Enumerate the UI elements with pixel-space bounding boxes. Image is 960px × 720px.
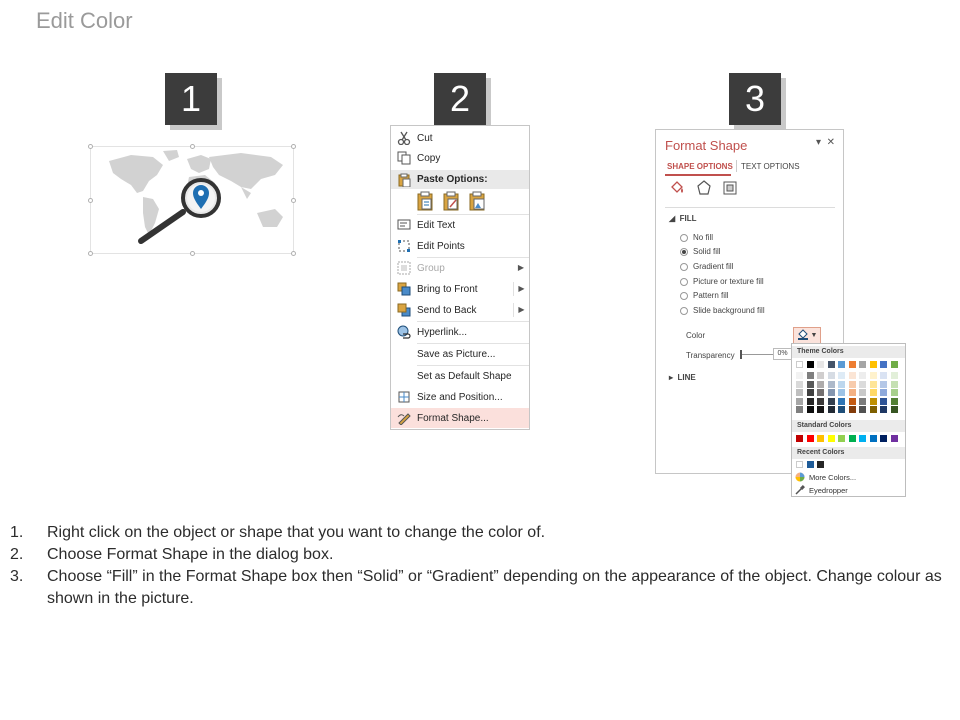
color-swatch[interactable] (859, 372, 866, 379)
radio-picture-texture-fill[interactable] (680, 277, 764, 286)
color-swatch[interactable] (880, 372, 887, 379)
menu-item-label: Format Shape... (417, 412, 489, 424)
pane-title: Format Shape (665, 138, 748, 153)
color-swatch[interactable] (880, 398, 887, 405)
close-icon[interactable]: ✕ (826, 137, 835, 148)
color-swatch[interactable] (807, 372, 814, 379)
color-swatch[interactable] (796, 461, 803, 468)
menu-item-label: Edit Text (417, 219, 456, 231)
effects-icon[interactable] (696, 180, 712, 201)
collapse-triangle-icon: ◢ (669, 214, 676, 223)
color-swatch[interactable] (891, 406, 898, 413)
standard-colors-header: Standard Colors (792, 420, 905, 432)
send-to-back-icon (391, 303, 417, 317)
line-section-header[interactable] (669, 373, 696, 382)
paint-bucket-icon (797, 327, 809, 345)
color-swatch[interactable] (807, 389, 814, 396)
color-swatch[interactable] (880, 361, 887, 368)
menu-item-label: Save as Picture... (417, 348, 496, 360)
color-swatch[interactable] (807, 398, 814, 405)
color-swatch[interactable] (870, 381, 877, 388)
color-swatch[interactable] (807, 435, 814, 442)
color-swatch[interactable] (870, 398, 877, 405)
color-swatch[interactable] (849, 389, 856, 396)
pane-options-chevron-icon[interactable]: ▾ (816, 137, 822, 148)
radio-pattern-fill[interactable] (680, 291, 729, 300)
slide-title: Edit Color (36, 8, 133, 33)
radio-label: Solid fill (693, 247, 721, 256)
radio-label: Gradient fill (693, 262, 734, 271)
color-swatch[interactable] (817, 361, 824, 368)
color-swatch[interactable] (880, 389, 887, 396)
magnifier-icon (91, 147, 295, 255)
instruction-text: Choose “Fill” in the Format Shape box then “Solid” or “Gradient” depending on the appearance of the object. Change colour as shown in the picture. (47, 568, 942, 607)
menu-item-label: Edit Points (417, 240, 465, 252)
menu-item-label: Set as Default Shape (417, 370, 512, 382)
bring-to-front-icon (391, 282, 417, 296)
step-badge-1: 1 (165, 73, 217, 125)
fill-color-button[interactable] (793, 327, 821, 344)
color-swatch[interactable] (828, 361, 835, 368)
color-swatch[interactable] (859, 361, 866, 368)
menu-item-copy[interactable] (391, 148, 529, 168)
color-swatch[interactable] (859, 381, 866, 388)
color-swatch[interactable] (796, 435, 803, 442)
fill-section-label: FILL (679, 214, 697, 223)
instruction-item (10, 566, 950, 610)
submenu-arrow-icon[interactable]: ▶ (513, 303, 529, 317)
color-swatch[interactable] (849, 398, 856, 405)
instruction-text: Choose Format Shape in the dialog box. (47, 546, 334, 563)
menu-item-label: Bring to Front (417, 283, 478, 295)
instruction-number: 3. (10, 568, 24, 585)
color-swatch[interactable] (828, 389, 835, 396)
menu-item-group[interactable] (391, 258, 529, 278)
instruction-number: 2. (10, 546, 24, 563)
recent-colors-header: Recent Colors (792, 447, 905, 459)
color-swatch[interactable] (859, 435, 866, 442)
instruction-text: Right click on the object or shape that you want to change the color of. (47, 524, 546, 541)
color-swatch[interactable] (891, 361, 898, 368)
color-swatch[interactable] (828, 398, 835, 405)
tab-text-options[interactable]: TEXT OPTIONS (741, 162, 800, 171)
group-icon (391, 261, 417, 275)
transparency-slider-track[interactable] (740, 354, 773, 355)
paste-options-label: Paste Options: (417, 174, 488, 185)
color-swatch[interactable] (807, 361, 814, 368)
paste-picture-icon[interactable] (469, 191, 487, 214)
expand-triangle-icon: ▸ (669, 373, 674, 382)
menu-item-label: Send to Back (417, 304, 477, 316)
hyperlink-icon (391, 325, 417, 339)
paste-buttons (417, 191, 487, 214)
color-swatch[interactable] (796, 398, 803, 405)
theme-colors-header: Theme Colors (792, 346, 905, 358)
color-swatch[interactable] (870, 406, 877, 413)
submenu-arrow-icon[interactable]: ▶ (513, 282, 529, 296)
color-swatch[interactable] (880, 406, 887, 413)
color-swatch[interactable] (828, 372, 835, 379)
eyedropper-icon (795, 485, 805, 495)
paste-keep-formatting-icon[interactable] (417, 191, 435, 214)
color-swatch[interactable] (796, 361, 803, 368)
radio-solid-fill[interactable] (680, 247, 721, 256)
color-swatch[interactable] (817, 398, 824, 405)
menu-item-save-as-picture[interactable] (391, 344, 529, 364)
color-swatch[interactable] (817, 435, 824, 442)
menu-item-label: Group (417, 262, 445, 274)
step-badge-3: 3 (729, 73, 781, 125)
color-swatch[interactable] (838, 372, 845, 379)
line-section-label: LINE (677, 373, 696, 382)
eyedropper-button[interactable] (795, 485, 848, 495)
fill-section-header[interactable] (669, 214, 697, 223)
color-swatch[interactable] (870, 389, 877, 396)
step-badge-2: 2 (434, 73, 486, 125)
color-swatch[interactable] (838, 381, 845, 388)
transparency-input[interactable]: 0% (773, 348, 792, 360)
color-swatch[interactable] (807, 381, 814, 388)
color-swatch[interactable] (849, 435, 856, 442)
radio-no-fill[interactable] (680, 233, 713, 242)
edit-points-icon (391, 239, 417, 253)
menu-item-bring-to-front[interactable] (391, 279, 529, 299)
context-menu (390, 125, 530, 430)
size-position-icon (391, 390, 417, 404)
color-swatch[interactable] (870, 361, 877, 368)
color-swatch[interactable] (796, 389, 803, 396)
color-swatch[interactable] (891, 398, 898, 405)
transparency-slider-thumb[interactable] (740, 350, 742, 359)
color-swatch[interactable] (817, 461, 824, 468)
menu-item-label: Copy (417, 152, 441, 164)
color-swatch[interactable] (880, 381, 887, 388)
menu-item-size-position[interactable] (391, 387, 529, 407)
radio-label: No fill (693, 233, 714, 242)
color-swatch[interactable] (849, 372, 856, 379)
radio-label: Pattern fill (693, 291, 729, 300)
instruction-item (10, 544, 950, 566)
tab-shape-options[interactable]: SHAPE OPTIONS (667, 162, 733, 171)
menu-item-send-to-back[interactable] (391, 300, 529, 320)
radio-label: Slide background fill (693, 306, 765, 315)
color-swatch[interactable] (807, 406, 814, 413)
menu-item-cut[interactable] (391, 128, 529, 148)
color-swatch[interactable] (838, 406, 845, 413)
color-swatch[interactable] (828, 406, 835, 413)
eyedropper-label: Eyedropper (809, 485, 848, 495)
color-label: Color (686, 331, 706, 340)
radio-slide-background-fill[interactable] (680, 306, 765, 315)
color-swatch[interactable] (891, 389, 898, 396)
selected-map-shape[interactable] (90, 146, 294, 254)
radio-label: Picture or texture fill (693, 277, 764, 286)
color-swatch[interactable] (891, 372, 898, 379)
color-swatch[interactable] (849, 381, 856, 388)
menu-item-format-shape[interactable] (391, 408, 529, 428)
color-swatch[interactable] (817, 381, 824, 388)
color-swatch[interactable] (891, 381, 898, 388)
color-swatch[interactable] (838, 398, 845, 405)
color-swatch[interactable] (859, 389, 866, 396)
menu-item-label: Size and Position... (417, 391, 503, 403)
instruction-number: 1. (10, 524, 24, 541)
copy-icon (391, 151, 417, 165)
fill-line-icon[interactable] (669, 180, 685, 201)
color-swatch[interactable] (828, 381, 835, 388)
color-wheel-icon (795, 472, 805, 482)
color-swatch[interactable] (828, 435, 835, 442)
more-colors-label: More Colors... (809, 472, 857, 482)
submenu-arrow-icon: ▶ (517, 263, 525, 272)
instructions-list (10, 522, 950, 610)
color-swatch[interactable] (796, 372, 803, 379)
menu-item-edit-points[interactable] (391, 236, 529, 256)
menu-item-hyperlink[interactable] (391, 322, 529, 342)
color-swatch[interactable] (870, 372, 877, 379)
color-swatch[interactable] (796, 406, 803, 413)
color-swatch[interactable] (817, 406, 824, 413)
paste-options-header (391, 170, 529, 189)
paste-destination-theme-icon[interactable] (443, 191, 461, 214)
menu-item-set-default-shape[interactable] (391, 366, 529, 386)
color-swatch[interactable] (891, 435, 898, 442)
color-swatch[interactable] (859, 398, 866, 405)
color-swatch[interactable] (817, 389, 824, 396)
color-swatch[interactable] (796, 381, 803, 388)
color-swatch[interactable] (817, 372, 824, 379)
menu-item-label: Hyperlink... (417, 326, 468, 338)
color-swatch[interactable] (849, 361, 856, 368)
edit-text-icon (391, 218, 417, 232)
scissors-icon (391, 131, 417, 145)
instruction-item (10, 522, 950, 544)
format-shape-icon (391, 411, 417, 425)
color-swatch[interactable] (859, 406, 866, 413)
menu-item-label: Cut (417, 132, 433, 144)
menu-item-edit-text[interactable] (391, 215, 529, 235)
color-swatch[interactable] (849, 406, 856, 413)
color-swatch[interactable] (870, 435, 877, 442)
color-swatch[interactable] (807, 461, 814, 468)
more-colors-button[interactable] (795, 472, 856, 482)
color-swatch[interactable] (838, 389, 845, 396)
color-swatch[interactable] (838, 361, 845, 368)
color-dropdown (791, 343, 906, 497)
color-swatch[interactable] (880, 435, 887, 442)
color-swatch[interactable] (838, 435, 845, 442)
transparency-label: Transparency (686, 351, 735, 360)
size-properties-icon[interactable] (722, 180, 738, 201)
clipboard-icon (391, 173, 417, 187)
pane-controls (816, 137, 835, 148)
radio-gradient-fill[interactable] (680, 262, 733, 271)
chevron-down-icon: ▼ (810, 332, 818, 339)
